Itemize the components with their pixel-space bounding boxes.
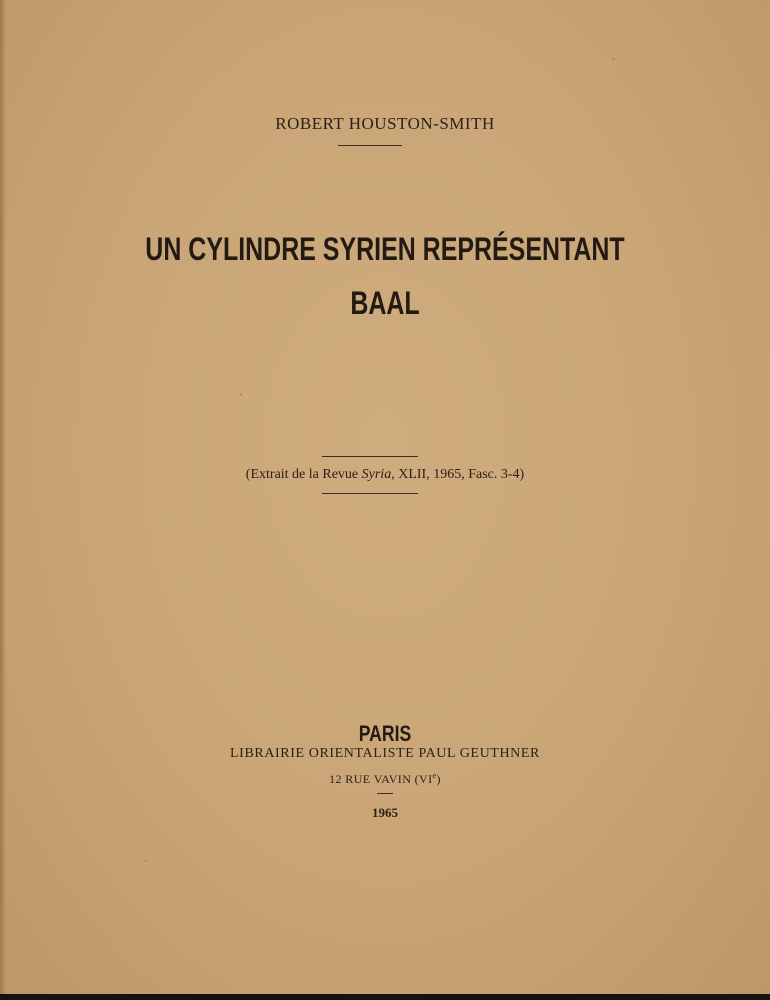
publisher-city: PARIS — [358, 721, 412, 746]
paper-left-edge — [0, 0, 6, 994]
paper-fleck — [612, 58, 615, 60]
extract-prefix: (Extrait de la Revue — [245, 467, 362, 482]
extract-journal: Syria — [361, 467, 392, 482]
title-line-1: UN CYLINDRE SYRIEN REPRÉSENTANT — [145, 231, 625, 267]
address-superscript: e — [432, 771, 437, 780]
scan-bottom-edge — [0, 994, 770, 1000]
publication-year: 1965 — [372, 805, 398, 820]
extract-note — [0, 467, 770, 483]
year-divider — [377, 793, 393, 794]
paper-fleck — [145, 860, 147, 862]
author-name: ROBERT HOUSTON-SMITH — [275, 114, 495, 133]
extract-top-rule — [322, 456, 418, 457]
publisher-address — [0, 771, 770, 787]
address-prefix: 12 RUE VAVIN (VI — [329, 772, 433, 786]
extract-suffix: , XLII, 1965, Fasc. 3-4) — [391, 467, 525, 482]
publisher-name: LIBRAIRIE ORIENTALISTE PAUL GEUTHNER — [230, 746, 540, 761]
title-line-2: BAAL — [350, 285, 420, 321]
paper-fleck — [240, 393, 242, 396]
address-suffix: ) — [436, 772, 441, 786]
author-underline — [338, 145, 402, 146]
extract-bottom-rule — [322, 493, 418, 494]
